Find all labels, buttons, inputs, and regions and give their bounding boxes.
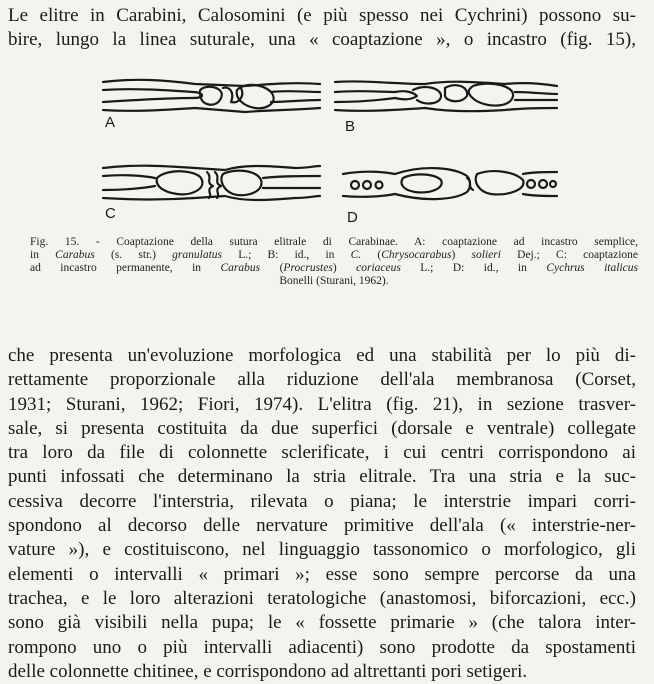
body-paragraph bbox=[8, 344, 636, 684]
text-line: tra loro da file di colonnette sclerificate, i cui centri corrispondono ai bbox=[8, 442, 636, 464]
figure-15 bbox=[95, 68, 565, 236]
caption-line: in Carabus (s. str.) granulatus L.; B: id., in C. (Chrysocarabus) solieri Dej.; C: coaptazione bbox=[30, 249, 639, 261]
text-line: vature »), e costituiscono, nel linguaggio tassonomico o morfologico, gli bbox=[8, 539, 636, 561]
text-line: punti infossati che determinano la stria elitrale. Tra una stria e la suc- bbox=[8, 466, 636, 488]
text-line: trachea, e le loro alterazioni teratologiche (anastomosi, biforcazioni, ecc.) bbox=[8, 587, 636, 609]
text-line: bire, lungo la linea suturale, una « coaptazione », o incastro (fig. 15), bbox=[8, 28, 636, 50]
text-line: elementi o intervalli « primari »; esse sono sempre percorse da una bbox=[8, 563, 636, 585]
text-line: che presenta un'evoluzione morfologica ed una stabilità per lo più di- bbox=[8, 345, 636, 366]
label-d: D bbox=[347, 209, 358, 226]
text-line: rompono uno o più intervalli adiacenti) sono prodotte da spostamenti bbox=[8, 636, 636, 658]
intro-paragraph bbox=[8, 4, 636, 51]
text-line: delle colonnette chitinee, e corrispondono ad altrettanti pori setigeri. bbox=[8, 660, 528, 682]
text-line: spondono al decorso delle nervature primitive dell'ala (« interstrie-ner- bbox=[8, 515, 636, 537]
text-line: 1931; Sturani, 1962; Fiori, 1974). L'elitra (fig. 21), in sezione trasver- bbox=[8, 393, 636, 415]
text-line: sale, si presenta costituita da due superfici (dorsale e ventrale) collegate bbox=[8, 417, 636, 439]
text-line: cessiva decorre l'interstria, rilevata o piana; le interstrie impari corri- bbox=[8, 490, 636, 512]
text-line: sono già visibili nella pupa; le « fossette primarie » (che talora inter- bbox=[8, 612, 636, 634]
text-line: Le elitre in Carabini, Calosomini (e più spesso nei Cychrini) possono su- bbox=[8, 5, 636, 26]
section-c-drawing bbox=[103, 166, 320, 200]
label-a: A bbox=[105, 114, 116, 131]
section-a-drawing bbox=[103, 80, 320, 112]
section-d-drawing bbox=[343, 168, 557, 199]
caption-line: ad incastro permanente, in Carabus (Procrustes) coriaceus L.; D: id., in Cychrus italicus bbox=[30, 262, 638, 274]
suture-diagram bbox=[95, 68, 565, 236]
section-b-drawing bbox=[335, 81, 557, 111]
label-c: C bbox=[105, 205, 116, 222]
figure-caption bbox=[30, 236, 638, 288]
text-line: rettamente proporzionale alla riduzione dell'ala membranosa (Corset, bbox=[8, 369, 636, 391]
caption-line: Fig. 15. - Coaptazione della sutura elitrale di Carabinae. A: coaptazione ad incastro semplice, bbox=[30, 236, 638, 248]
caption-line: Bonelli (Sturani, 1962). bbox=[279, 275, 389, 287]
label-b: B bbox=[345, 118, 356, 135]
